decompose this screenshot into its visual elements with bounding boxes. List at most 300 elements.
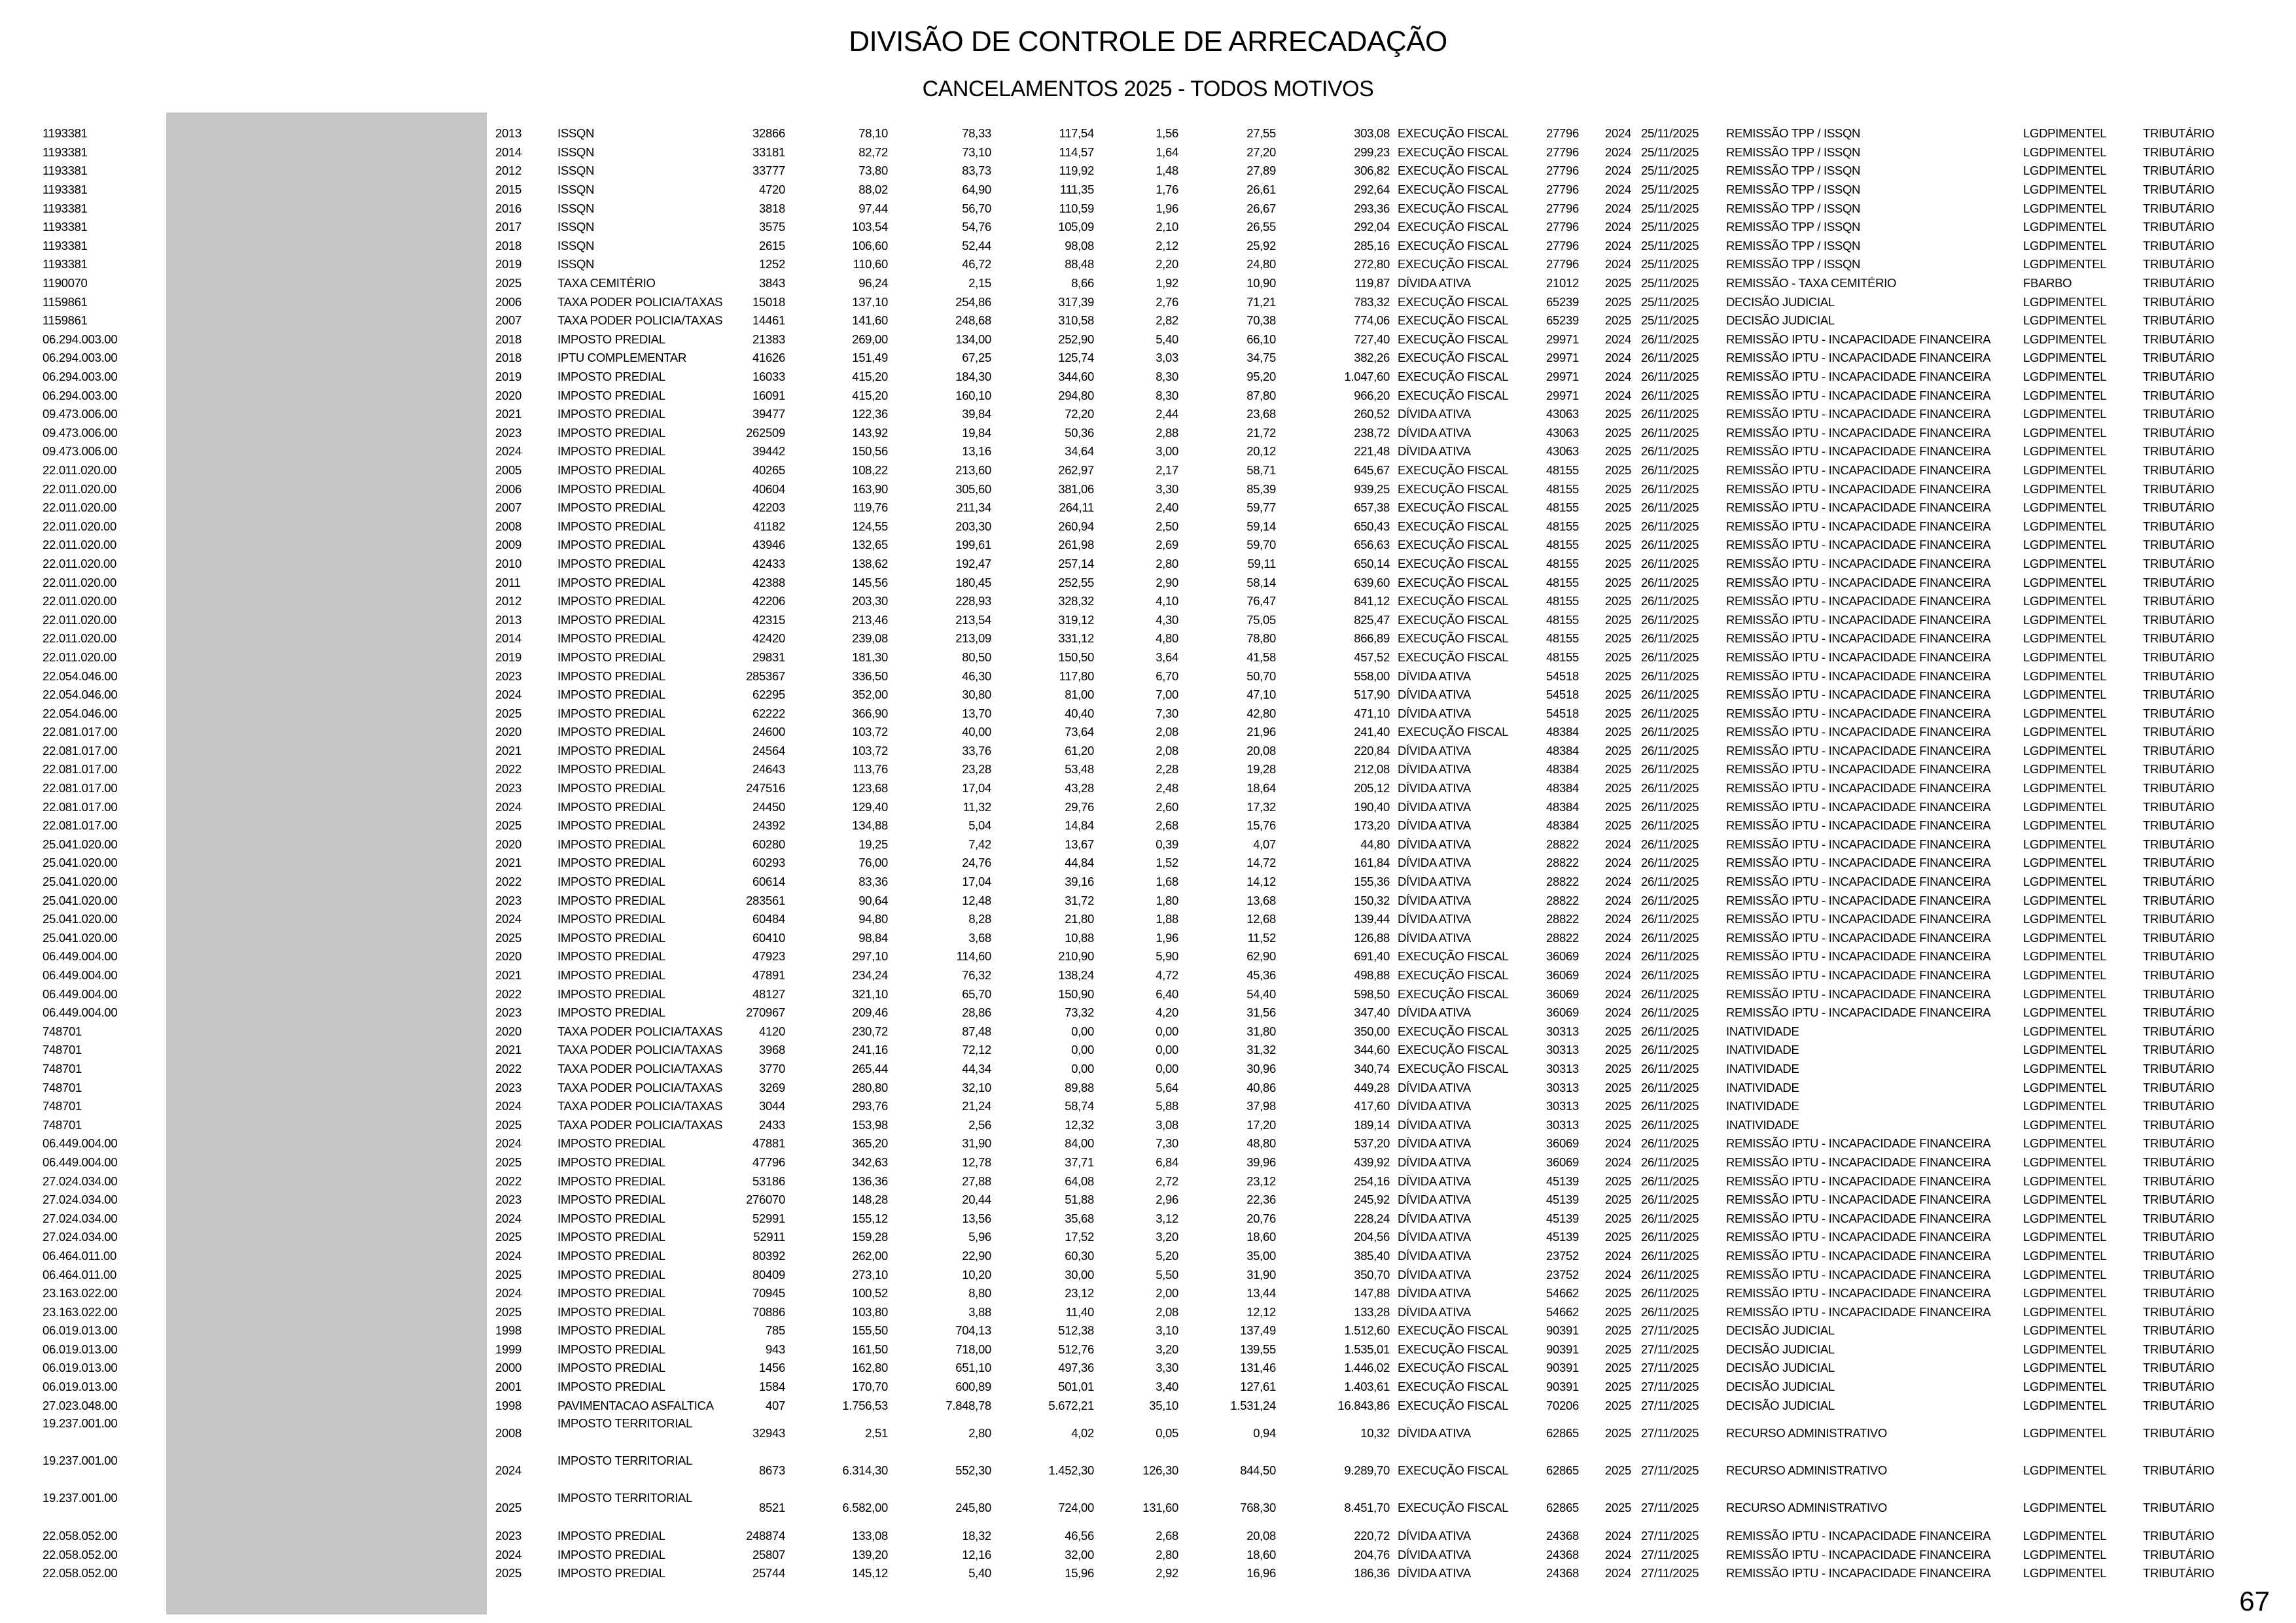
cell-category: TRIBUTÁRIO: [2143, 370, 2215, 384]
cell-value-5: 2,80: [1156, 1547, 1178, 1562]
cell-year: 2021: [495, 856, 521, 870]
cell-process: 90391: [1546, 1323, 1579, 1338]
cell-date: 26/11/2025: [1641, 688, 1699, 702]
cell-user: LGDPIMENTEL: [2023, 220, 2107, 234]
cell-category: TRIBUTÁRIO: [2143, 183, 2215, 197]
cell-id: 22.011.020.00: [43, 575, 117, 589]
cell-value-1: 48127: [752, 986, 785, 1001]
cell-user: LGDPIMENTEL: [2023, 519, 2107, 533]
cell-reason: REMISSÃO IPTU - INCAPACIDADE FINANCEIRA: [1726, 594, 1991, 608]
cell-value-total: 417,60: [1354, 1099, 1390, 1113]
cell-value-6: 31,90: [1246, 1267, 1276, 1282]
cell-process: 27796: [1546, 145, 1579, 159]
cell-process: 36069: [1546, 1136, 1579, 1151]
cell-process-year: 2024: [1605, 968, 1631, 983]
cell-date: 26/11/2025: [1641, 407, 1699, 421]
cell-value-total: 9.289,70: [1344, 1463, 1390, 1478]
cell-category: TRIBUTÁRIO: [2143, 1117, 2215, 1132]
cell-value-6: 14,72: [1246, 856, 1276, 870]
table-row: [43, 368, 2296, 387]
cell-date: 26/11/2025: [1641, 1230, 1699, 1244]
table-row: [43, 1564, 2296, 1583]
cell-user: LGDPIMENTEL: [2023, 1155, 2107, 1169]
cell-value-total: 1.535,01: [1344, 1342, 1390, 1356]
cell-year: 1999: [495, 1342, 521, 1356]
cell-value-5: 2,44: [1156, 407, 1178, 421]
cell-value-2: 83,36: [858, 875, 888, 889]
cell-value-1: 3770: [759, 1061, 785, 1075]
cell-value-6: 13,44: [1246, 1286, 1276, 1300]
cell-value-2: 1.756,53: [842, 1398, 888, 1412]
cell-value-2: 342,63: [852, 1155, 888, 1169]
cell-category: TRIBUTÁRIO: [2143, 1061, 2215, 1075]
cell-process-year: 2024: [1605, 126, 1631, 141]
cell-status: DÍVIDA ATIVA: [1398, 762, 1471, 777]
cell-status: EXECUÇÃO FISCAL: [1398, 388, 1509, 402]
cell-date: 25/11/2025: [1641, 183, 1699, 197]
cell-value-1: 943: [766, 1342, 785, 1356]
cell-value-4: 58,74: [1065, 1099, 1094, 1113]
cell-value-4: 294,80: [1058, 388, 1094, 402]
cell-value-2: 213,46: [852, 612, 888, 627]
cell-value-6: 27,55: [1246, 126, 1276, 141]
cell-process-year: 2025: [1605, 1361, 1631, 1375]
cell-reason: REMISSÃO IPTU - INCAPACIDADE FINANCEIRA: [1726, 725, 1991, 739]
cell-value-6: 1.531,24: [1230, 1398, 1276, 1412]
cell-reason: REMISSÃO IPTU - INCAPACIDADE FINANCEIRA: [1726, 500, 1991, 515]
cell-id: 1159861: [43, 294, 88, 309]
cell-category: TRIBUTÁRIO: [2143, 1323, 2215, 1338]
cell-year: 2001: [495, 1380, 521, 1394]
cell-process: 30313: [1546, 1099, 1579, 1113]
cell-user: LGDPIMENTEL: [2023, 462, 2107, 477]
cell-reason: INATIVIDADE: [1726, 1024, 1799, 1038]
cell-value-3: 245,80: [955, 1501, 991, 1515]
cell-process-year: 2024: [1605, 912, 1631, 926]
cell-value-total: 292,04: [1354, 220, 1390, 234]
cell-category: TRIBUTÁRIO: [2143, 1080, 2215, 1094]
cell-year: 2020: [495, 1024, 521, 1038]
cell-value-total: 645,67: [1354, 462, 1390, 477]
cell-value-2: 170,70: [852, 1380, 888, 1394]
cell-value-1: 21383: [752, 332, 785, 346]
cell-user: LGDPIMENTEL: [2023, 1286, 2107, 1300]
cell-user: LGDPIMENTEL: [2023, 1024, 2107, 1038]
cell-id: 22.081.017.00: [43, 781, 118, 795]
table-row: [43, 966, 2296, 985]
cell-reason: REMISSÃO IPTU - INCAPACIDADE FINANCEIRA: [1726, 818, 1991, 833]
cell-category: TRIBUTÁRIO: [2143, 669, 2215, 683]
cell-value-4: 150,90: [1058, 986, 1094, 1001]
cell-reason: REMISSÃO TPP / ISSQN: [1726, 257, 1861, 271]
cell-value-2: 136,36: [852, 1174, 888, 1188]
cell-value-2: 132,65: [852, 538, 888, 552]
cell-year: 2020: [495, 949, 521, 964]
cell-value-5: 2,20: [1156, 257, 1178, 271]
cell-user: LGDPIMENTEL: [2023, 1361, 2107, 1375]
cell-user: LGDPIMENTEL: [2023, 556, 2107, 570]
cell-value-6: 41,58: [1246, 650, 1276, 664]
cell-process: 48155: [1546, 519, 1579, 533]
cell-status: EXECUÇÃO FISCAL: [1398, 725, 1509, 739]
cell-year: 2021: [495, 407, 521, 421]
cell-id: 22.011.020.00: [43, 519, 117, 533]
cell-status: EXECUÇÃO FISCAL: [1398, 631, 1509, 646]
cell-id: 22.011.020.00: [43, 538, 117, 552]
cell-value-1: 80392: [752, 1248, 785, 1263]
cell-value-3: 40,00: [962, 725, 991, 739]
cell-value-6: 42,80: [1246, 706, 1276, 720]
cell-date: 26/11/2025: [1641, 799, 1699, 814]
cell-value-6: 27,89: [1246, 164, 1276, 178]
cell-process: 30313: [1546, 1024, 1579, 1038]
cell-status: DÍVIDA ATIVA: [1398, 444, 1471, 459]
cell-year: 2019: [495, 257, 521, 271]
cell-user: LGDPIMENTEL: [2023, 799, 2107, 814]
table-row: [43, 667, 2296, 686]
cell-value-total: 285,16: [1354, 238, 1390, 253]
cell-value-2: 122,36: [852, 407, 888, 421]
cell-process: 65239: [1546, 294, 1579, 309]
cell-tax-type: IMPOSTO PREDIAL: [557, 1193, 665, 1207]
cell-id: 1193381: [43, 145, 88, 159]
cell-value-6: 37,98: [1246, 1099, 1276, 1113]
cell-value-2: 163,90: [852, 481, 888, 496]
cell-category: TRIBUTÁRIO: [2143, 1426, 2215, 1440]
cell-value-3: 52,44: [962, 238, 991, 253]
cell-category: TRIBUTÁRIO: [2143, 538, 2215, 552]
cell-value-total: 10,32: [1360, 1426, 1390, 1440]
cell-date: 26/11/2025: [1641, 1193, 1699, 1207]
cell-process: 48384: [1546, 743, 1579, 758]
cell-value-total: 558,00: [1354, 669, 1390, 683]
cell-value-6: 4,07: [1253, 837, 1276, 851]
cell-id: 27.024.034.00: [43, 1211, 118, 1225]
cell-tax-type: IMPOSTO PREDIAL: [557, 837, 665, 851]
cell-process: 54662: [1546, 1304, 1579, 1319]
cell-value-2: 103,72: [852, 743, 888, 758]
cell-process-year: 2024: [1605, 856, 1631, 870]
cell-process-year: 2025: [1605, 1099, 1631, 1113]
cell-value-5: 2,88: [1156, 425, 1178, 440]
cell-id: 1193381: [43, 164, 88, 178]
cell-value-4: 32,00: [1065, 1547, 1094, 1562]
cell-value-1: 33181: [752, 145, 785, 159]
cell-status: DÍVIDA ATIVA: [1398, 930, 1471, 945]
cell-id: 06.464.011.00: [43, 1248, 117, 1263]
cell-tax-type: IMPOSTO PREDIAL: [557, 575, 665, 589]
cell-value-6: 50,70: [1246, 669, 1276, 683]
cell-value-2: 297,10: [852, 949, 888, 964]
cell-value-total: 147,88: [1354, 1286, 1390, 1300]
cell-value-4: 13,67: [1065, 837, 1094, 851]
cell-value-1: 16091: [752, 388, 785, 402]
cell-value-4: 37,71: [1065, 1155, 1094, 1169]
cell-user: LGDPIMENTEL: [2023, 631, 2107, 646]
cell-category: TRIBUTÁRIO: [2143, 893, 2215, 907]
cell-tax-type: IMPOSTO PREDIAL: [557, 1361, 665, 1375]
cell-value-5: 0,00: [1156, 1024, 1178, 1038]
cell-value-total: 238,72: [1354, 425, 1390, 440]
cell-category: TRIBUTÁRIO: [2143, 1398, 2215, 1412]
cell-id: 06.019.013.00: [43, 1323, 118, 1338]
cell-value-3: 30,80: [962, 688, 991, 702]
cell-value-3: 19,84: [962, 425, 991, 440]
cell-value-6: 66,10: [1246, 332, 1276, 346]
cell-process-year: 2024: [1605, 201, 1631, 215]
cell-process: 27796: [1546, 201, 1579, 215]
cell-value-5: 2,00: [1156, 1286, 1178, 1300]
cell-tax-type: IMPOSTO PREDIAL: [557, 818, 665, 833]
cell-value-5: 2,82: [1156, 313, 1178, 328]
cell-status: EXECUÇÃO FISCAL: [1398, 594, 1509, 608]
cell-value-1: 60293: [752, 856, 785, 870]
cell-date: 26/11/2025: [1641, 1267, 1699, 1282]
cell-value-1: 62295: [752, 688, 785, 702]
cell-process-year: 2024: [1605, 875, 1631, 889]
cell-user: LGDPIMENTEL: [2023, 500, 2107, 515]
cell-date: 27/11/2025: [1641, 1342, 1699, 1356]
cell-date: 25/11/2025: [1641, 294, 1699, 309]
cell-reason: REMISSÃO IPTU - INCAPACIDADE FINANCEIRA: [1726, 986, 1991, 1001]
cell-value-4: 11,40: [1065, 1304, 1094, 1319]
cell-process-year: 2025: [1605, 481, 1631, 496]
cell-value-2: 280,80: [852, 1080, 888, 1094]
cell-value-total: 537,20: [1354, 1136, 1390, 1151]
cell-year: 2019: [495, 370, 521, 384]
cell-category: TRIBUTÁRIO: [2143, 1304, 2215, 1319]
cell-tax-type: TAXA CEMITÉRIO: [557, 276, 656, 290]
cell-value-5: 2,80: [1156, 556, 1178, 570]
cell-user: LGDPIMENTEL: [2023, 725, 2107, 739]
cell-year: 2023: [495, 669, 521, 683]
cell-value-4: 150,50: [1058, 650, 1094, 664]
cell-value-1: 70945: [752, 1286, 785, 1300]
cell-value-4: 61,20: [1065, 743, 1094, 758]
cancellations-table: [43, 124, 2296, 1583]
cell-process-year: 2024: [1605, 257, 1631, 271]
cell-value-total: 340,74: [1354, 1061, 1390, 1075]
cell-date: 25/11/2025: [1641, 126, 1699, 141]
cell-value-4: 0,00: [1071, 1043, 1094, 1057]
cell-value-3: 600,89: [955, 1380, 991, 1394]
cell-user: LGDPIMENTEL: [2023, 1501, 2107, 1515]
cell-value-5: 0,00: [1156, 1043, 1178, 1057]
cell-value-2: 124,55: [852, 519, 888, 533]
cell-value-4: 39,16: [1065, 875, 1094, 889]
cell-value-4: 81,00: [1065, 688, 1094, 702]
cell-id: 22.054.046.00: [43, 706, 118, 720]
cell-user: LGDPIMENTEL: [2023, 1267, 2107, 1282]
table-row: [43, 873, 2296, 892]
cell-user: LGDPIMENTEL: [2023, 201, 2107, 215]
cell-process: 45139: [1546, 1211, 1579, 1225]
cell-value-3: 12,16: [962, 1547, 991, 1562]
cell-date: 26/11/2025: [1641, 1155, 1699, 1169]
cell-value-6: 76,47: [1246, 594, 1276, 608]
cell-year: 2024: [495, 912, 521, 926]
cell-process-year: 2024: [1605, 332, 1631, 346]
cell-tax-type: IMPOSTO PREDIAL: [557, 781, 665, 795]
cell-value-6: 11,52: [1247, 930, 1276, 945]
cell-category: TRIBUTÁRIO: [2143, 930, 2215, 945]
cell-tax-type: IMPOSTO PREDIAL: [557, 893, 665, 907]
cell-value-total: 598,50: [1354, 986, 1390, 1001]
cell-year: 2025: [495, 276, 521, 290]
cell-value-3: 203,30: [955, 519, 991, 533]
cell-status: DÍVIDA ATIVA: [1398, 1230, 1471, 1244]
cell-user: LGDPIMENTEL: [2023, 1323, 2107, 1338]
cell-tax-type: TAXA PODER POLICIA/TAXAS: [557, 1043, 723, 1057]
cell-tax-type: IMPOSTO PREDIAL: [557, 1005, 665, 1020]
cell-process-year: 2025: [1605, 294, 1631, 309]
cell-value-2: 153,98: [852, 1117, 888, 1132]
cell-user: LGDPIMENTEL: [2023, 949, 2107, 964]
cell-year: 2008: [495, 1426, 521, 1440]
cell-value-5: 1,48: [1156, 164, 1178, 178]
cell-value-6: 20,08: [1246, 1529, 1276, 1543]
cell-value-4: 497,36: [1058, 1361, 1094, 1375]
cell-value-3: 11,32: [963, 799, 991, 814]
cell-date: 26/11/2025: [1641, 875, 1699, 889]
cell-status: EXECUÇÃO FISCAL: [1398, 500, 1509, 515]
cell-year: 2007: [495, 313, 521, 328]
cell-value-3: 22,90: [962, 1248, 991, 1263]
cell-value-3: 199,61: [955, 538, 991, 552]
cell-process: 30313: [1546, 1080, 1579, 1094]
cell-process-year: 2025: [1605, 444, 1631, 459]
cell-value-1: 40265: [752, 462, 785, 477]
cell-value-3: 10,20: [962, 1267, 991, 1282]
cell-user: LGDPIMENTEL: [2023, 388, 2107, 402]
cell-value-4: 138,24: [1058, 968, 1094, 983]
cell-value-total: 517,90: [1354, 688, 1390, 702]
cell-value-5: 7,30: [1156, 1136, 1178, 1151]
cell-user: LGDPIMENTEL: [2023, 856, 2107, 870]
cell-value-total: 205,12: [1354, 781, 1390, 795]
cell-value-1: 14461: [752, 313, 785, 328]
cell-reason: REMISSÃO IPTU - INCAPACIDADE FINANCEIRA: [1726, 407, 1991, 421]
cell-process-year: 2024: [1605, 837, 1631, 851]
cell-value-3: 39,84: [962, 407, 991, 421]
cell-value-3: 305,60: [955, 481, 991, 496]
cell-value-total: 126,88: [1354, 930, 1390, 945]
table-row: [43, 1359, 2296, 1378]
cell-process-year: 2025: [1605, 669, 1631, 683]
cell-value-4: 14,84: [1065, 818, 1094, 833]
cell-category: TRIBUTÁRIO: [2143, 238, 2215, 253]
cell-user: LGDPIMENTEL: [2023, 1193, 2107, 1207]
cell-value-1: 39477: [752, 407, 785, 421]
cell-value-3: 8,28: [968, 912, 991, 926]
table-row: [43, 816, 2296, 835]
cell-date: 26/11/2025: [1641, 669, 1699, 683]
cell-value-3: 13,16: [962, 444, 991, 459]
cell-value-5: 8,30: [1156, 388, 1178, 402]
cell-status: DÍVIDA ATIVA: [1398, 893, 1471, 907]
cell-tax-type: IMPOSTO PREDIAL: [557, 1267, 665, 1282]
cell-value-6: 85,39: [1246, 481, 1276, 496]
cell-reason: REMISSÃO IPTU - INCAPACIDADE FINANCEIRA: [1726, 893, 1991, 907]
cell-status: DÍVIDA ATIVA: [1398, 1136, 1471, 1151]
table-row: [43, 835, 2296, 854]
cell-process-year: 2025: [1605, 1463, 1631, 1478]
cell-process-year: 2025: [1605, 500, 1631, 515]
cell-id: 1193381: [43, 126, 88, 141]
cell-value-3: 13,56: [962, 1211, 991, 1225]
cell-value-2: 265,44: [852, 1061, 888, 1075]
cell-value-4: 10,88: [1065, 930, 1094, 945]
cell-value-2: 108,22: [852, 462, 888, 477]
cell-value-3: 5,96: [968, 1230, 991, 1244]
cell-process: 29971: [1546, 332, 1579, 346]
cell-value-5: 2,50: [1156, 519, 1178, 533]
table-row: [43, 1396, 2296, 1415]
cell-process-year: 2025: [1605, 1323, 1631, 1338]
cell-status: EXECUÇÃO FISCAL: [1398, 650, 1509, 664]
cell-value-6: 59,70: [1246, 538, 1276, 552]
cell-value-4: 53,48: [1065, 762, 1094, 777]
cell-id: 06.449.004.00: [43, 1155, 118, 1169]
cell-date: 26/11/2025: [1641, 1174, 1699, 1188]
cell-value-total: 866,89: [1354, 631, 1390, 646]
table-row: [43, 292, 2296, 311]
cell-value-1: 32943: [752, 1426, 785, 1440]
cell-status: DÍVIDA ATIVA: [1398, 407, 1471, 421]
cell-value-2: 155,12: [852, 1211, 888, 1225]
cell-category: TRIBUTÁRIO: [2143, 444, 2215, 459]
cell-process: 36069: [1546, 986, 1579, 1001]
cell-tax-type: ISSQN: [557, 238, 595, 253]
cell-category: TRIBUTÁRIO: [2143, 1099, 2215, 1113]
cell-date: 26/11/2025: [1641, 332, 1699, 346]
cell-user: LGDPIMENTEL: [2023, 1099, 2107, 1113]
cell-value-6: 25,92: [1246, 238, 1276, 253]
cell-process: 27796: [1546, 126, 1579, 141]
cell-value-5: 2,08: [1156, 725, 1178, 739]
cell-value-4: 0,00: [1071, 1061, 1094, 1075]
cell-value-1: 42433: [752, 556, 785, 570]
cell-id: 06.449.004.00: [43, 1136, 118, 1151]
cell-reason: REMISSÃO IPTU - INCAPACIDADE FINANCEIRA: [1726, 1136, 1991, 1151]
cell-value-total: 254,16: [1354, 1174, 1390, 1188]
cell-value-6: 137,49: [1240, 1323, 1276, 1338]
cell-tax-type: IMPOSTO PREDIAL: [557, 949, 665, 964]
cell-value-5: 4,20: [1156, 1005, 1178, 1020]
cell-id: 27.024.034.00: [43, 1193, 118, 1207]
cell-user: LGDPIMENTEL: [2023, 688, 2107, 702]
cell-tax-type: IMPOSTO PREDIAL: [557, 762, 665, 777]
cell-tax-type: ISSQN: [557, 183, 595, 197]
cell-category: TRIBUTÁRIO: [2143, 688, 2215, 702]
cell-value-6: 31,56: [1246, 1005, 1276, 1020]
cell-date: 25/11/2025: [1641, 164, 1699, 178]
cell-process: 43063: [1546, 407, 1579, 421]
cell-value-6: 26,55: [1246, 220, 1276, 234]
cell-tax-type: IMPOSTO PREDIAL: [557, 425, 665, 440]
cell-year: 2018: [495, 332, 521, 346]
table-row: [43, 1041, 2296, 1060]
cell-id: 1193381: [43, 257, 88, 271]
cell-value-3: 213,09: [955, 631, 991, 646]
cell-value-4: 252,55: [1058, 575, 1094, 589]
cell-value-total: 841,12: [1354, 594, 1390, 608]
cell-user: LGDPIMENTEL: [2023, 762, 2107, 777]
cell-value-3: 192,47: [955, 556, 991, 570]
cell-user: LGDPIMENTEL: [2023, 1463, 2107, 1478]
cell-value-1: 3843: [759, 276, 785, 290]
cell-user: LGDPIMENTEL: [2023, 743, 2107, 758]
